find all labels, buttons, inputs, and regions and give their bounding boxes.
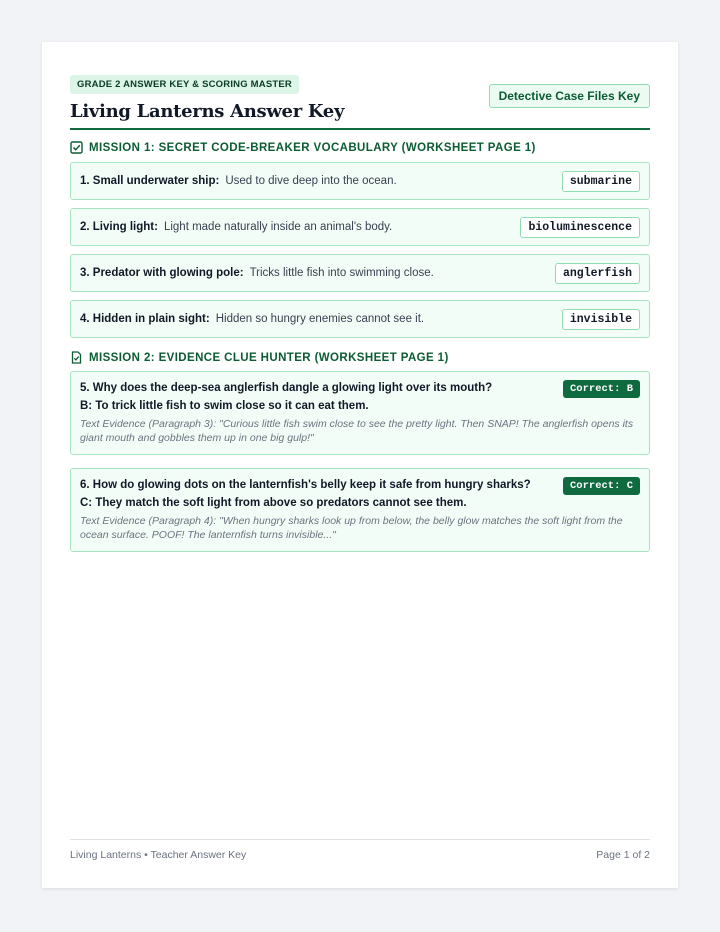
page-content [70, 74, 650, 552]
vocab-definition: Tricks little fish into swimming close. [249, 267, 434, 279]
clue-answer: C: They match the soft light from above so predators cannot see them. [80, 497, 467, 509]
page-number: Page 1 of 2 [596, 849, 650, 861]
text-evidence: Text Evidence (Paragraph 3): "Curious little fish swim close to see the pretty light. Then SNAP! The anglerfish opens its giant mouth and gobbles them up in one big gulp!" [80, 418, 634, 444]
vocab-question: 4. Hidden in plain sight: [80, 313, 210, 325]
vocab-question: 3. Predator with glowing pole: [80, 267, 244, 279]
clue-answer: B: To trick little fish to swim close so it can eat them. [80, 400, 369, 412]
checkbox-check-icon [70, 141, 83, 154]
vocab-definition: Light made naturally inside an animal's body. [163, 221, 393, 233]
vocab-definition: Used to dive deep into the ocean. [225, 175, 397, 187]
mission2-heading-text: MISSION 2: EVIDENCE CLUE HUNTER (WORKSHEET PAGE 1) [89, 351, 449, 364]
vocab-answer: invisible [562, 309, 640, 330]
vocab-item [70, 300, 650, 338]
document-check-icon [70, 351, 83, 364]
vocab-answer: submarine [562, 171, 640, 192]
grade-badge: GRADE 2 ANSWER KEY & SCORING MASTER [70, 75, 299, 94]
vocab-item [70, 254, 650, 292]
footer-title: Living Lanterns • Teacher Answer Key [70, 849, 247, 861]
correct-badge: Correct: B [563, 380, 640, 398]
correct-badge: Correct: C [563, 477, 640, 495]
vocab-question: 2. Living light: [80, 221, 158, 233]
mission2-heading [70, 351, 650, 364]
vocab-item [70, 208, 650, 246]
clue-item [70, 468, 650, 552]
text-evidence: Text Evidence (Paragraph 4): "When hungry sharks look up from below, the belly glow matches the soft light from the ocean surface. POOF! The lanternfish turns invisible..." [80, 515, 623, 541]
clue-question: 5. Why does the deep-sea anglerfish dangle a glowing light over its mouth? [80, 382, 493, 394]
vocab-question: 1. Small underwater ship: [80, 175, 220, 187]
mission1-heading-text: MISSION 1: SECRET CODE-BREAKER VOCABULARY (WORKSHEET PAGE 1) [89, 141, 536, 154]
mission1-heading [70, 141, 650, 154]
vocab-answer: anglerfish [555, 263, 640, 284]
key-tag: Detective Case Files Key [489, 84, 650, 108]
vocab-item [70, 162, 650, 200]
clue-question: 6. How do glowing dots on the lanternfish's belly keep it safe from hungry sharks? [80, 479, 531, 491]
vocab-definition: Hidden so hungry enemies cannot see it. [215, 313, 425, 325]
vocab-answer: bioluminescence [520, 217, 640, 238]
page-title: Living Lanterns Answer Key [70, 101, 345, 122]
page-footer [70, 839, 650, 861]
worksheet-page [42, 42, 678, 888]
header [70, 74, 650, 122]
title-divider [70, 128, 650, 130]
clue-item [70, 371, 650, 455]
